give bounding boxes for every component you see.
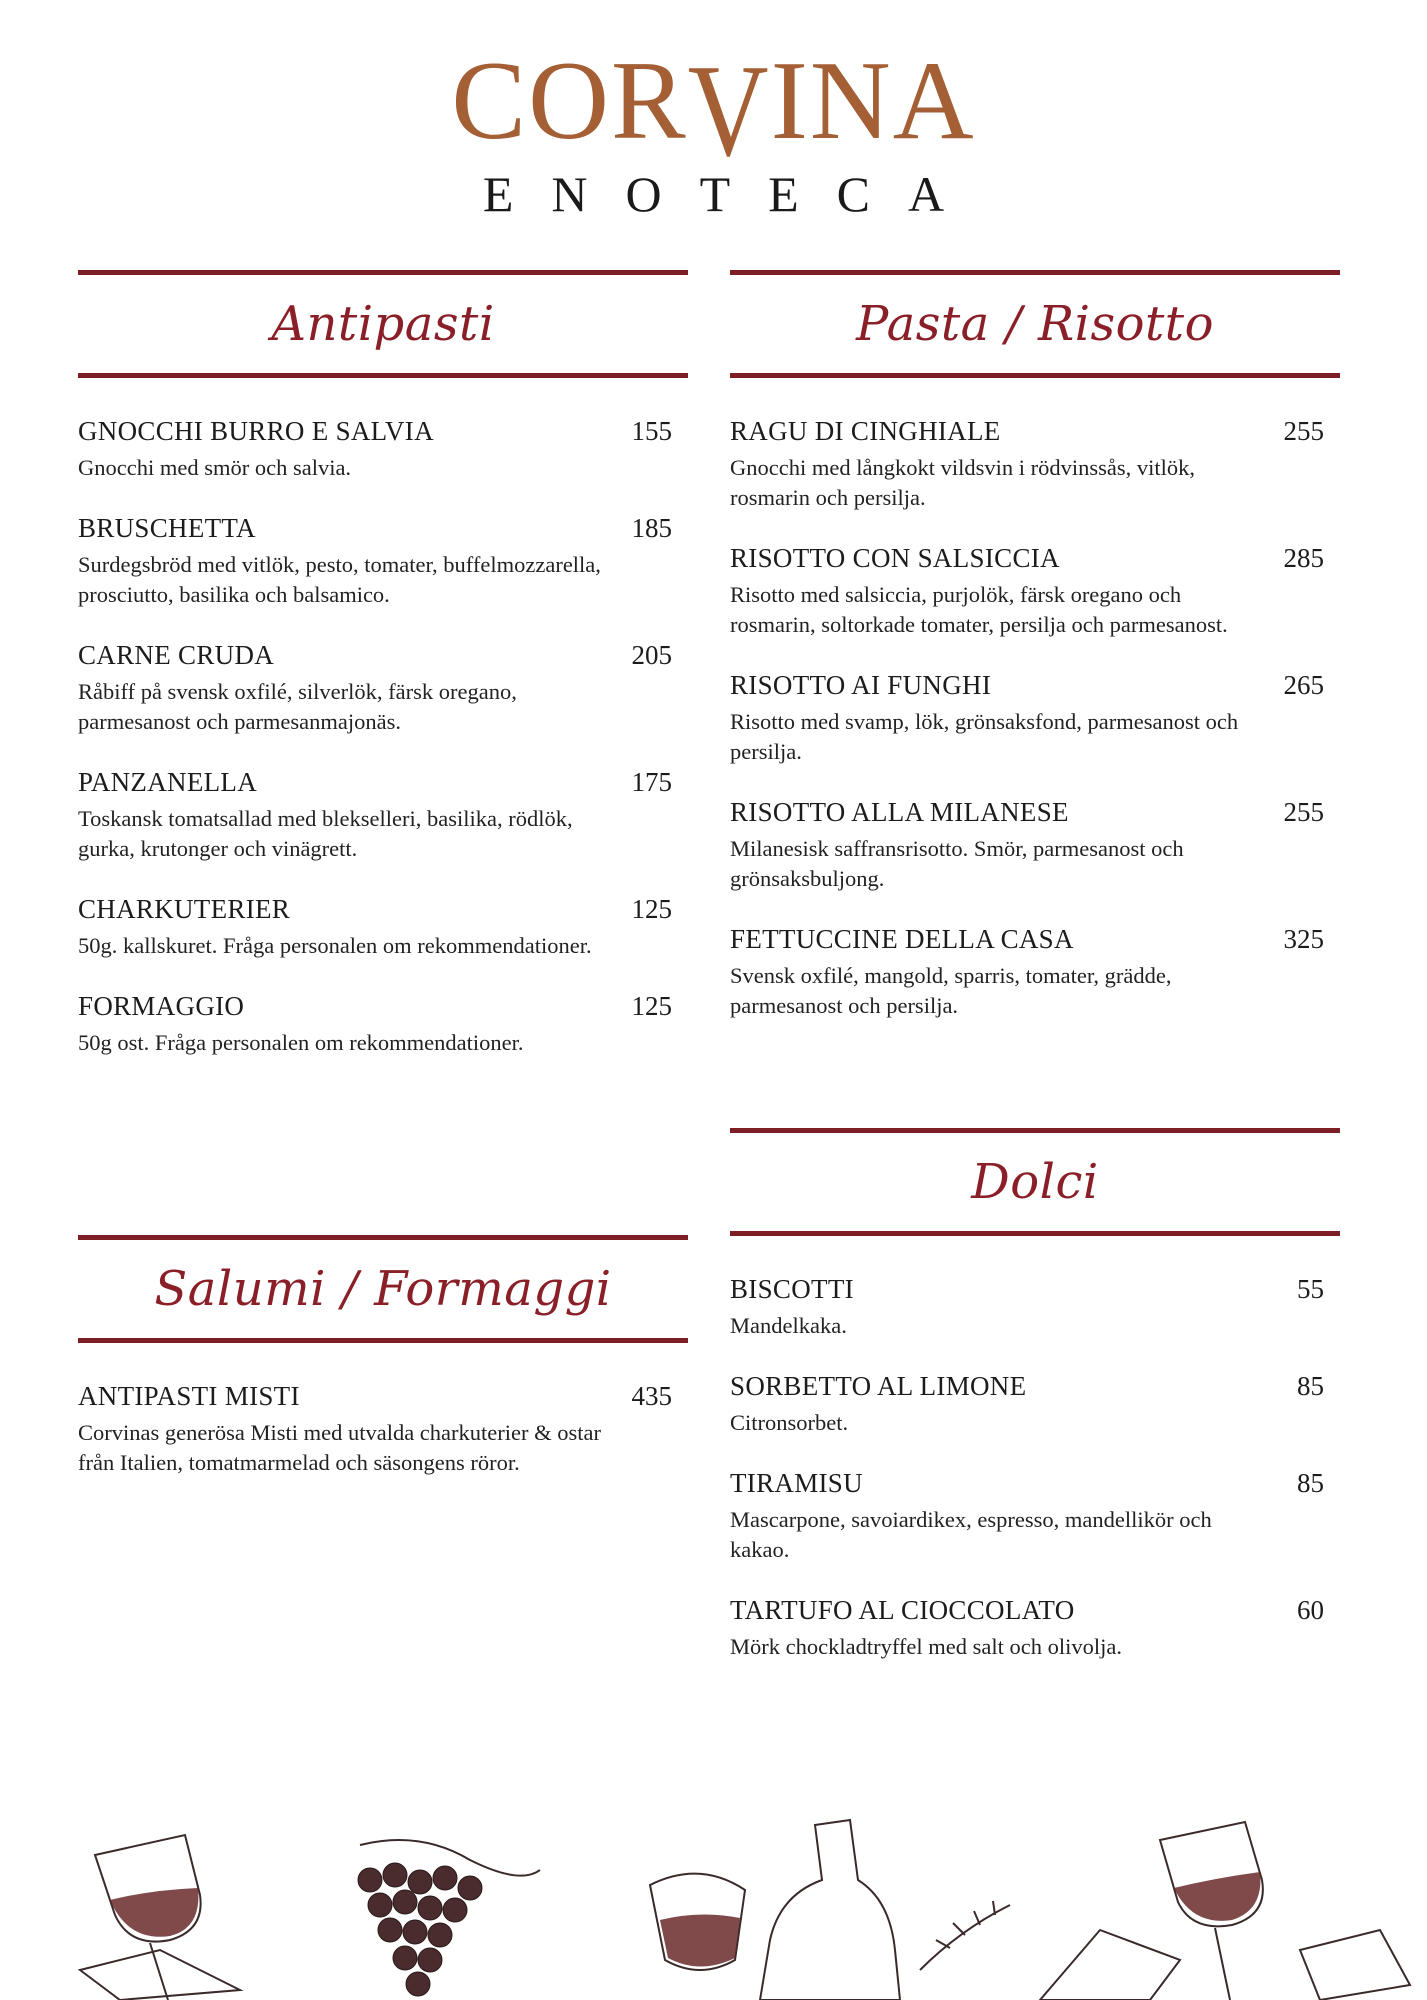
item-name: RISOTTO CON SALSICCIA [730, 543, 1060, 573]
section-title: Salumi / Formaggi [154, 1261, 612, 1317]
item-name: TIRAMISU [730, 1468, 863, 1498]
item-price: 325 [1283, 924, 1324, 954]
item-description: Gnocchi med smör och salvia. [78, 455, 352, 480]
menu-item [730, 1595, 1340, 1662]
menu-item [730, 1468, 1340, 1565]
item-description: 50g ost. Fråga personalen om rekommendationer. [78, 1030, 524, 1055]
brand-subtitle: ENOTECA [482, 166, 983, 222]
menu-item [78, 991, 688, 1058]
item-description: Svensk oxfilé, mangold, sparris, tomater, grädde, parmesanost och persilja. [730, 963, 1172, 1018]
item-name: SORBETTO AL LIMONE [730, 1371, 1027, 1401]
item-price: 60 [1297, 1595, 1324, 1625]
section-antipasti [78, 270, 688, 1088]
item-description: Milanesisk saffransrisotto. Smör, parmesanost och grönsaksbuljong. [730, 836, 1184, 891]
item-name: GNOCCHI BURRO E SALVIA [78, 416, 434, 446]
menu-item [78, 1381, 688, 1478]
item-name: BISCOTTI [730, 1274, 854, 1304]
section-header [730, 270, 1340, 378]
item-price: 185 [631, 513, 672, 543]
menu-list [78, 416, 688, 1058]
logo [0, 37, 1427, 223]
item-description: Risotto med salsiccia, purjolök, färsk oregano och rosmarin, soltorkade tomater, persilja och parmesanost. [730, 582, 1228, 637]
menu-item [730, 924, 1340, 1021]
item-name: PANZANELLA [78, 767, 258, 797]
item-price: 285 [1283, 543, 1324, 573]
section-title: Antipasti [271, 296, 495, 352]
item-name: FETTUCCINE DELLA CASA [730, 924, 1074, 954]
item-price: 155 [631, 416, 672, 446]
menu-item [78, 767, 688, 864]
item-description: Gnocchi med långkokt vildsvin i rödvinssås, vitlök, rosmarin och persilja. [730, 455, 1195, 510]
section-title: Pasta / Risotto [856, 296, 1214, 352]
menu-item [730, 797, 1340, 894]
item-name: FORMAGGIO [78, 991, 245, 1021]
section-title: Dolci [971, 1154, 1099, 1210]
item-description: Råbiff på svensk oxfilé, silverlök, färsk oregano, parmesanost och parmesanmajonäs. [78, 679, 517, 734]
section-header [78, 1235, 688, 1343]
item-name: CHARKUTERIER [78, 894, 291, 924]
item-description: 50g. kallskuret. Fråga personalen om rekommendationer. [78, 933, 592, 958]
section-pasta-risotto [730, 270, 1340, 1051]
item-price: 85 [1297, 1468, 1324, 1498]
section-header [78, 270, 688, 378]
item-name: BRUSCHETTA [78, 513, 256, 543]
item-price: 85 [1297, 1371, 1324, 1401]
item-name: RISOTTO ALLA MILANESE [730, 797, 1069, 827]
item-price: 125 [631, 991, 672, 1021]
menu-item [78, 513, 688, 610]
menu-list [78, 1381, 688, 1478]
item-description: Corvinas generösa Misti med utvalda charkuterier & ostar från Italien, tomatmarmelad och säsongens röror. [78, 1420, 601, 1475]
item-name: RISOTTO AI FUNGHI [730, 670, 992, 700]
item-price: 175 [631, 767, 672, 797]
section-salumi-formaggi [78, 1235, 688, 1508]
menu-item [730, 670, 1340, 767]
item-description: Mörk chockladtryffel med salt och olivolja. [730, 1634, 1122, 1659]
menu-list [730, 416, 1340, 1021]
item-description: Mandelkaka. [730, 1313, 847, 1338]
item-price: 55 [1297, 1274, 1324, 1304]
item-description: Mascarpone, savoiardikex, espresso, mandellikör och kakao. [730, 1507, 1212, 1562]
brand-name: CORVINA [451, 37, 976, 185]
item-description: Risotto med svamp, lök, grönsaksfond, parmesanost och persilja. [730, 709, 1239, 764]
item-price: 205 [631, 640, 672, 670]
wine-food-illustration [0, 1810, 1427, 2000]
menu-item [730, 543, 1340, 640]
item-description: Citronsorbet. [730, 1410, 849, 1435]
section-dolci [730, 1128, 1340, 1692]
item-description: Toskansk tomatsallad med blekselleri, basilika, rödlök, gurka, krutonger och vinägrett. [78, 806, 573, 861]
menu-list [730, 1274, 1340, 1662]
menu-item [78, 894, 688, 961]
item-name: CARNE CRUDA [78, 640, 275, 670]
item-name: ANTIPASTI MISTI [78, 1381, 300, 1411]
item-name: TARTUFO AL CIOCCOLATO [730, 1595, 1075, 1625]
item-price: 435 [631, 1381, 672, 1411]
item-price: 255 [1283, 797, 1324, 827]
item-price: 265 [1283, 670, 1324, 700]
item-price: 255 [1283, 416, 1324, 446]
menu-item [78, 640, 688, 737]
menu-item [78, 416, 688, 483]
section-header [730, 1128, 1340, 1236]
menu-item [730, 1371, 1340, 1438]
item-price: 125 [631, 894, 672, 924]
menu-item [730, 1274, 1340, 1341]
item-name: RAGU DI CINGHIALE [730, 416, 1001, 446]
item-description: Surdegsbröd med vitlök, pesto, tomater, buffelmozzarella, prosciutto, basilika och balsamico. [78, 552, 601, 607]
menu-item [730, 416, 1340, 513]
